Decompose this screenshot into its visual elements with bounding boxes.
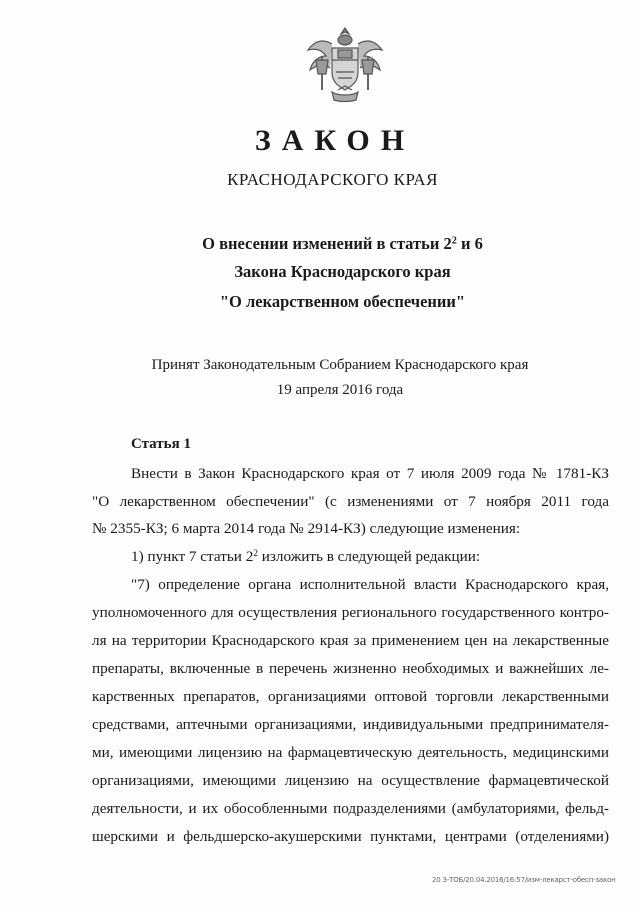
adoption-date: 19 апреля 2016 года [276, 382, 404, 398]
body-line: уполномоченного для осуществления регионального государственного контро- [92, 604, 609, 621]
document-footer-code: 20 З-ТОБ/20.04.2016/16:57/изм-лекарст-обесп-закон [432, 876, 616, 884]
law-heading-line-2: Закона Краснодарского края [234, 262, 451, 281]
body-line: шерскими и фельдшерско-акушерскими пунктами, центрами (отделениями) [92, 828, 609, 845]
body-line: ля на территории Краснодарского края за применением цен на лекарственные [92, 632, 609, 649]
article-title: Статья 1 [131, 436, 191, 452]
law-heading-line-3: "О лекарственном обеспечении" [219, 292, 466, 311]
document-title: ЗАКОН [254, 124, 416, 157]
body-line: ми, имеющими лицензию на фармацевтическую деятельность, медицинскими [92, 744, 609, 761]
body-line: № 2355-КЗ; 6 марта 2014 года № 2914-КЗ) следующие изменения: [92, 520, 521, 537]
body-line: Внести в Закон Краснодарского края от 7 июля 2009 года № 1781-КЗ [131, 465, 609, 482]
body-line: организациями, имеющими лицензию на осуществление фармацевтической [92, 772, 609, 789]
adoption-statement: Принят Законодательным Собранием Краснодарского края [151, 357, 529, 373]
body-line: деятельности, и их обособленными подразделениями (амбулаториями, фельд- [92, 800, 609, 817]
coat-of-arms-icon [302, 20, 388, 106]
body-line: средствами, аптечными организациями, индивидуальными предпринимателя- [92, 716, 609, 733]
document-subtitle: КРАСНОДАРСКОГО КРАЯ [227, 170, 438, 189]
body-line: "О лекарственном обеспечении" (с изменениями от 7 ноября 2011 года [92, 493, 609, 510]
body-line: "7) определение органа исполнительной власти Краснодарского края, [131, 576, 609, 593]
body-line: 1) пункт 7 статьи $2^2$ изложить в следующей редакции: [131, 548, 481, 565]
law-heading-line-1: О внесении изменений в статьи $2^2$ и 6 [202, 234, 483, 253]
body-line: препараты, включенные в перечень жизненно необходимых и важнейших ле- [92, 660, 609, 677]
body-line: карственных препаратов, организациями оптовой торговли лекарственными [92, 688, 609, 705]
